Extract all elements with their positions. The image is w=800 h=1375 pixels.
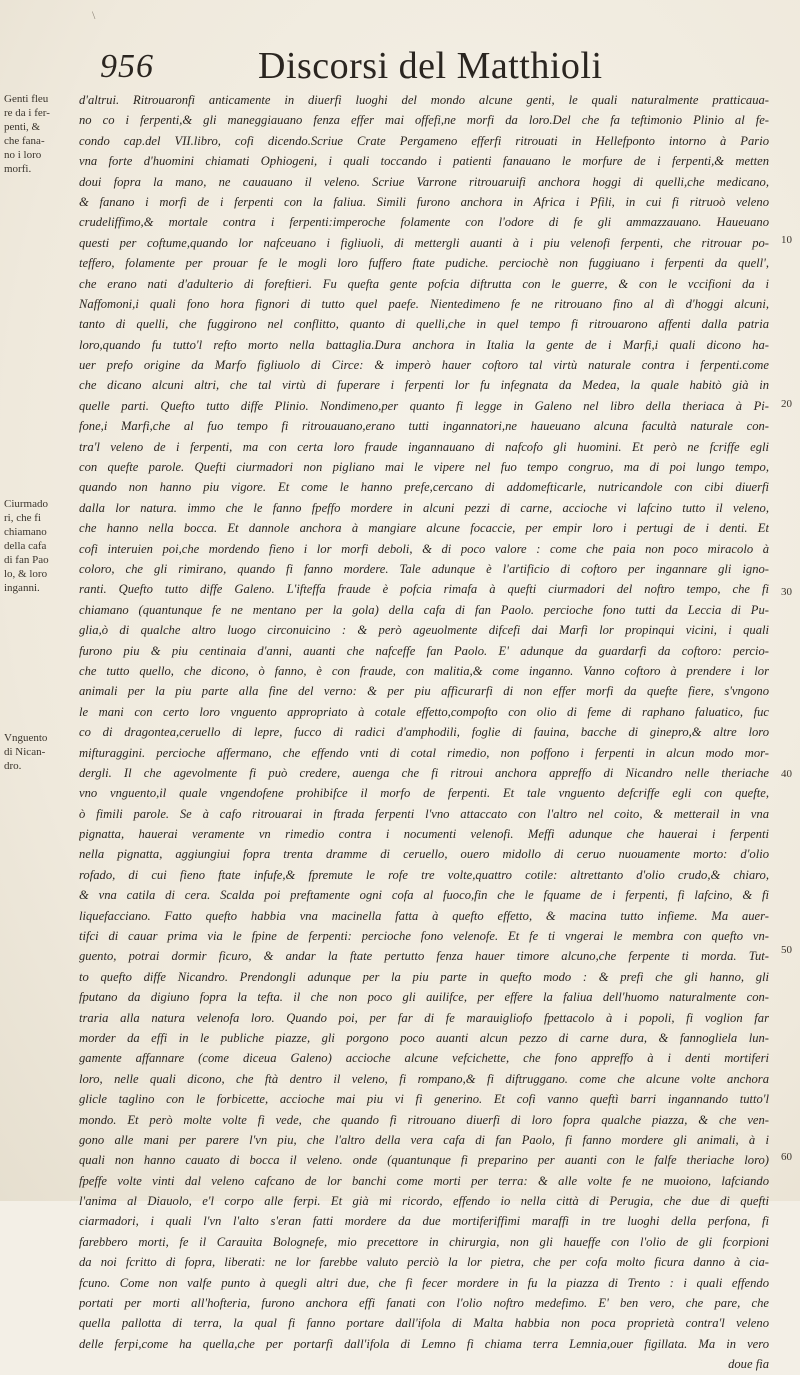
- margin-note: [4, 92, 76, 176]
- text-line: che erano nati d'adulterio di foreftieri. Fu quefta gente pofcia diftrutta con le guerre, & con le vccifioni da i: [79, 276, 769, 291]
- margin-note-line: re da i fer-: [4, 107, 50, 119]
- text-line: dergli. Il che agevolmente fi può credere, auenga che fi ritroui anchora appreffo di Nicandro nelle theriache: [79, 765, 769, 780]
- text-line: glia,ò di qualche altro luogo circonuicino : & però ageuolmente difcefi dai Marfi lor propinqui vicini, i quali: [79, 623, 769, 638]
- text-line: con quefte parole. Quefti ciurmadori non pigliano mai le vipere nel fuo tempo congruo, ma di poi lungo tempo,: [79, 460, 769, 475]
- margin-note-line: inganni.: [4, 582, 40, 594]
- margin-note-line: Ciurmado: [4, 498, 48, 510]
- text-line: questi per coftume,quando lor nafceuano i figliuoli, di mettergli auanti à i piu velenofi ferpenti, che ritrouar po-: [79, 235, 769, 250]
- text-line: animali per la piu parte alla fine del verno: & per piu afficurarfi di non effer morfi da quefte fiere, s'vngono: [79, 684, 769, 699]
- corner-mark: \: [92, 8, 96, 22]
- text-line: mifturaggini. percioche affermano, che effendo vnti di cotal rimedio, non poffono i ferpenti in alcun modo mor-: [79, 745, 769, 760]
- text-line: Naffomoni,i quali fono hora fignori di tutto quel paefe. Nientedimeno fe ne ritrouano fino al dì d'hoggi alcuni,: [79, 296, 769, 311]
- text-line: crudeliffimo,& mortale contra i ferpenti:imperoche folamente con l'odore di fe gli ammazzauano. Haueuano: [79, 215, 769, 230]
- running-title: Discorsi del Matthioli: [258, 45, 603, 87]
- text-line: ciarmadori, i quali l'vn l'alto s'eran fatti mordere da due mortiferiffimi maraffi in tre luoghi della perfona, fi: [79, 1214, 769, 1229]
- text-line: quella pallotta di terra, la qual fi fanno portare dall'ifola di Malta habbia non poca proprietà contra'l veleno: [79, 1316, 769, 1331]
- text-line: fone,i Marfi,che al fuo tempo fi ritrouauano,erano tutti ingannatori,ne haueuano alcuna facultà naturale con-: [79, 419, 769, 434]
- text-line: traria alla natura velenofa loro. Quando poi, per far di fe marauigliofo fpettacolo à i popoli, fi voglion far: [79, 1010, 769, 1025]
- text-line: d'altrui. Ritrouaronfi anticamente in diuerfi luoghi del mondo alcune genti, le quali naturalmente pratticaua-: [79, 93, 769, 107]
- text-line: & vna catila di cera. Scalda poi preftamente ogni cofa al fuoco,fin che le fquame de i ferpenti, fi lafcino, & fi: [79, 888, 769, 903]
- text-line: chiamano (quantunque fe ne mentano per la gola) della cafa di fan Paolo. percioche fono tutti da Leccia di Pu-: [79, 602, 769, 617]
- margin-note-line: che fana-: [4, 135, 45, 147]
- text-line: quelle parti. Quefto tutto diffe Plinio. Nondimeno,per quanto fi legge in Galeno nel libro della theriaca à Pi-: [79, 398, 769, 413]
- margin-note-line: penti, &: [4, 121, 41, 133]
- text-line: to quefto diffe Nicandro. Prendongli adunque per la piu parte in quefto modo : & prefi che gli hanno, gli: [79, 969, 769, 984]
- text-line: quando non hanno piu vigore. Et come le hanno prefe,cercano di addomefticarle, nutricandole con cibi diuerfi: [79, 480, 769, 495]
- text-line: che dicano alcuni altri, che tal virtù di fuperare i ferpenti lor fu infegnata da Medea, la quale habitò già in: [79, 378, 769, 393]
- text-line: ranti. Quefto tutto diffe Galeno. L'ifteffa fraude è pofcia rimafa à quefti ciurmadori del noftro tempo, che fi: [79, 582, 769, 597]
- text-line: nella pignatta, aggiungiui fopra trenta dramme di ceruello, ouero midollo di ceruo nuouamente morto: d'olio: [79, 847, 769, 862]
- line-number: 50: [781, 944, 792, 956]
- text-line: cofi interuien poi,che mordendo fieno i lor morfi deboli, & di poco valore : come che paia non poco miracolo à: [79, 541, 769, 556]
- text-line: doui fopra la mano, ne cauauano il veleno. Scriue Varrone ritrouaruifi anchora hoggi di quelli,che medicano,: [79, 174, 769, 189]
- margin-note-line: Vnguento: [4, 732, 48, 744]
- text-line: le mani con certo loro vnguento appropriato à cotale effetto,compofto con olio di feme di raphano faluatico, fuc: [79, 704, 769, 719]
- text-line: & fanano i morfi de i ferpenti con la faliua. Simili furono anchora in Africa i Pfili, in cui fi ritruoò veleno: [79, 194, 769, 209]
- line-number: 20: [781, 398, 792, 410]
- text-line: teffero, folamente per prouar fe le mogli loro fuffero ftate pudiche. perciochè non fuggiuano i ferpenti da quell',: [79, 256, 769, 271]
- text-line: fputano da digiuno fopra la tefta. il che non poco gli auilifce, per effere la faliua dell'huomo naturalmente con-: [79, 990, 769, 1005]
- margin-note-line: Genti fleu: [4, 93, 49, 105]
- text-line: gamente affannare (come diceua Galeno) accioche alcune vefcichette, che fono appreffo à i denti mortiferi: [79, 1051, 769, 1066]
- body-text: [79, 90, 769, 1375]
- line-number: 60: [781, 1151, 792, 1163]
- text-line: condo cap.del VII.libro, cofi dicendo.Scriue Crate Pergameno efferfi ritrouati in Hellefponto intorno à Pario: [79, 133, 769, 148]
- line-number: 40: [781, 768, 792, 780]
- text-line: fcuno. Come non valfe punto à quegli altri due, che fi fecer mordere in fu la piazza di Trento : i quali effendo: [79, 1275, 769, 1290]
- text-line: delle ferpi,come ha quella,che per portarfi dall'ifola di Lemno fi chiama terra Lemnia,ouer figillata. Ma in vero: [79, 1336, 769, 1351]
- text-line: co di dragontea,ceruello di lepre, fucco di radici d'amphodili, foglie di fauina, bacche di ginepro,& altre loro: [79, 725, 769, 740]
- text-line: tanto di quelli, che fuggirono nel conflitto, quanto di quelli,che in quel tempo fi ritrouarono affenti dalla patria: [79, 317, 769, 332]
- margin-note-line: dro.: [4, 760, 22, 772]
- page-header: [0, 42, 800, 92]
- line-number: 10: [781, 234, 792, 246]
- text-line: tifci di cauar prima via le fpine de ferpenti: percioche fono velenofe. Et fe ti vngerai le membra con quefto vn-: [79, 929, 769, 944]
- text-line: coloro, che gli rimirano, quando fi fanno mordere. Tale adunque è l'artificio di coftoro per ingannare gli igno-: [79, 561, 769, 576]
- margin-note-line: ri, che fi: [4, 512, 41, 524]
- margin-note-line: di Nican-: [4, 746, 46, 758]
- text-line: guento, potrai dormir ficuro, & andar la ftate pertutto fenza hauer timore alcuno,che ferpente ti morda. Tut-: [79, 949, 769, 964]
- text-line: che hanno nella bocca. Et dannole anchora à mangiare alcune focaccie, per empir loro i pertugi de i denti. Et: [79, 521, 769, 536]
- text-line: uer prefo origine da Marfo figliuolo di Circe: & imperò hauer coftoro tal virtù naturale contra i ferpenti.come: [79, 358, 769, 373]
- text-line: mondo. Et però molte volte fi vede, che quando fi ritrouano diuerfi di loro fopra qualche piazza, & che ven-: [79, 1112, 769, 1127]
- margin-note-line: della cafa: [4, 540, 47, 552]
- text-line: vna forte d'huomini chiamati Ophiogeni, i quali toccando i patienti fanauano le morfure de i ferpenti,& metten: [79, 154, 769, 169]
- text-line: da noi fcritto di fopra, liberati: ne lor farebbe valuto perciò la lor pietra, che per cofa molto ficura danno à cia-: [79, 1255, 769, 1270]
- text-line: loro,quando fu tutto'l refto morto nella battaglia.Dura anchora in Italia la gente de i Marfi,i quali dicono ha-: [79, 337, 769, 352]
- margin-note-line: morfi.: [4, 163, 32, 175]
- text-line: quali non hanno cauato di bocca il veleno. onde (quantunque fi preparino per auanti con le falfe theriache loro): [79, 1153, 769, 1168]
- margin-note-line: di fan Pao: [4, 554, 49, 566]
- text-line: liquefacciano. Fatto quefto habbia vna macinella fatta à quefto effetto, & macina tutto infieme. Ma auer-: [79, 908, 769, 923]
- line-number: 30: [781, 586, 792, 598]
- text-line: tra'l veleno de i ferpenti, ma con certa loro fraude ingannauano di nafcofo gli huomini. Et però ne fcriffe egli: [79, 439, 769, 454]
- page-number: 956: [100, 48, 154, 85]
- text-line: l'anima al Diauolo, e'l corpo alle ferpi. Et già mi ricordo, effendo io nella città di Perugia, che due di quefti: [79, 1194, 769, 1209]
- margin-note-line: no i loro: [4, 149, 42, 161]
- margin-note: [4, 497, 76, 595]
- text-line: gono alle mani per parere l'vn piu, che l'altro della vera cafa di fan Paolo, fi fanno mordere gli animali, à i: [79, 1132, 769, 1147]
- margin-note-line: chiamano: [4, 526, 47, 538]
- margin-note-line: lo, & loro: [4, 568, 48, 580]
- text-line: rofado, di cui fieno ftate infufe,& fpremute le rofe tre volte,quattro cotile: altrettanto d'olio crudo,& chiaro,: [79, 867, 769, 882]
- text-line: che tutto quello, che dicono, ò fanno, è con fraude, con malitia,& come inganno. Vanno coftoro à prendere i lor: [79, 663, 769, 678]
- text-line: pignatta, hauerai veramente vn rimedio contra i nocumenti velenofi. Meffi adunque che hauerai i ferpenti: [79, 827, 769, 842]
- text-line: furono piu & piu centinaia d'anni, auanti che nafceffe fan Paolo. E' adunque da guardarfi da coftoro: percio-: [79, 643, 769, 658]
- margin-note: [4, 731, 76, 773]
- text-line: doue fia: [728, 1357, 769, 1372]
- text-line: loro, nelle quali dicono, che ftà dentro il veleno, fi rompano,& fi diftruggano. come che alcune volte anchora: [79, 1071, 769, 1086]
- text-line: morder da effi in le publiche piazze, gli porgono poco auanti alcun pezzo di carne dura, & fannogliela lun-: [79, 1030, 769, 1045]
- text-line: dalla lor natura. immo che le fanno fpeffo mordere in alcuni pezzi di carne, accioche vi lafcino tutto il veleno,: [79, 500, 769, 515]
- text-line: portati per morti all'hofteria, furono anchora effi fanati con l'olio noftro medefimo. E' ben vero, che pare, che: [79, 1296, 769, 1311]
- text-line: fpeffe volte vinti dal veleno cafcano de lor banchi come morti per terra: & alle volte fe ne muoiono, lafciando: [79, 1173, 769, 1188]
- text-line: vno vnguento,il quale vngendofene prohibifce il morfo de ferpenti. Et tale vnguento defcriffe egli con quefte,: [79, 786, 769, 801]
- text-line: farebbero morti, fe il Carauita Bolognefe, mio precettore in chirurgia, non gli haueffe con l'olio de gli fcorpioni: [79, 1234, 769, 1249]
- text-line: glicle taglino con le forbicette, accioche mai piu vi fi generino. Et cofi vanno queftì barri ingannando tutto'l: [79, 1092, 769, 1107]
- text-line: no co i ferpenti,& gli maneggiauano fenza effer mai offefi,ne morfi da loro.Del che fa teftimonio Plinio al fe-: [79, 113, 769, 128]
- text-line: ò fimili parole. Se à cafo ritrouarai in ftrada ferpenti l'vno attaccato con l'altro nel coito, & metterail in vna: [79, 806, 769, 821]
